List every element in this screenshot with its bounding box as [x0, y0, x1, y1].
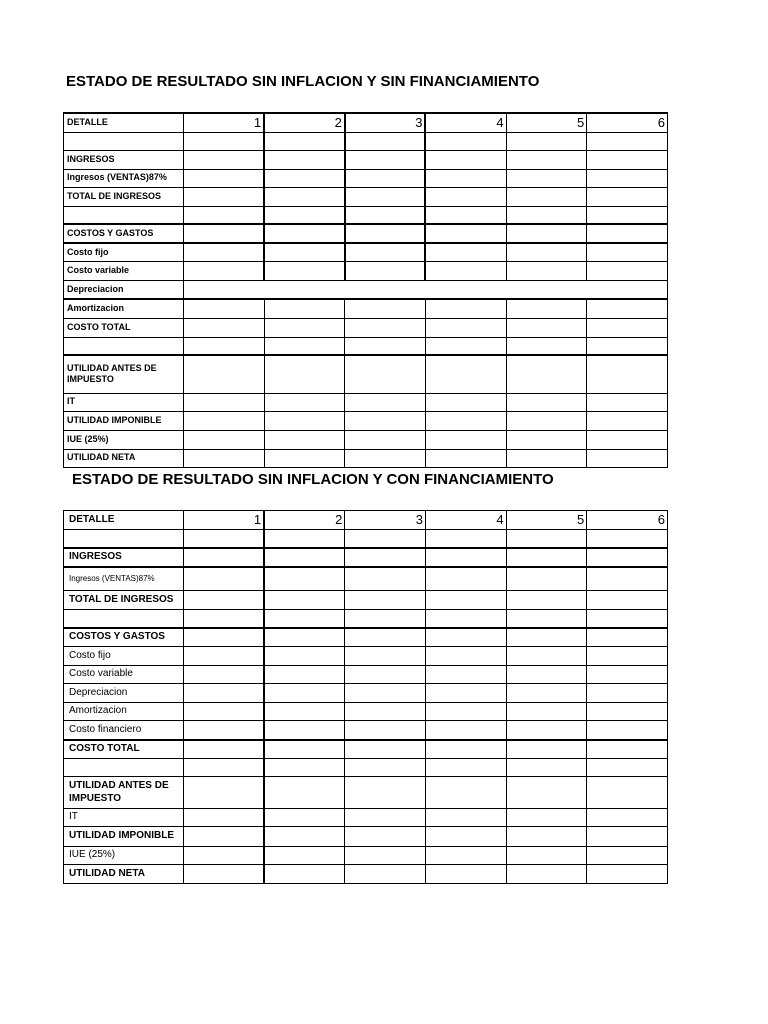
cell: [264, 827, 345, 847]
cell: [345, 827, 426, 847]
cell: [264, 809, 345, 827]
cell: [184, 567, 265, 591]
cell: [425, 567, 506, 591]
table-row: [64, 393, 668, 411]
cell: [184, 318, 265, 337]
cell: [587, 337, 668, 355]
period-header-6: 6: [587, 113, 668, 132]
table-row: [64, 865, 668, 884]
cell: [264, 299, 345, 318]
cell: [264, 132, 345, 150]
table-row: [64, 280, 668, 299]
period-header-4: 4: [425, 511, 506, 530]
row-label: UTILIDAD NETA: [64, 865, 184, 884]
cell: [425, 647, 506, 666]
cell: [345, 430, 426, 449]
cell: [506, 261, 587, 280]
table-row: [64, 355, 668, 393]
row-label: COSTOS Y GASTOS: [64, 224, 184, 243]
period-header-3: 3: [345, 113, 426, 132]
table-row: [64, 809, 668, 827]
cell: [587, 809, 668, 827]
cell: [425, 548, 506, 567]
cell: [184, 393, 265, 411]
cell: [184, 337, 265, 355]
row-label: UTILIDAD IMPONIBLE: [64, 411, 184, 430]
table-row: [64, 591, 668, 610]
cell: [425, 318, 506, 337]
cell: [425, 847, 506, 865]
table-row: [64, 411, 668, 430]
cell: [587, 355, 668, 393]
table-row: [64, 684, 668, 703]
header-row: [64, 113, 668, 132]
cell: [345, 865, 426, 884]
cell: [587, 187, 668, 206]
cell: [345, 647, 426, 666]
cell: [264, 206, 345, 224]
row-label: COSTO TOTAL: [64, 318, 184, 337]
period-header-1: 1: [184, 113, 265, 132]
cell: [345, 684, 426, 703]
cell: [184, 243, 265, 261]
cell: [184, 666, 265, 684]
cell: [506, 740, 587, 759]
cell: [184, 430, 265, 449]
cell: [345, 449, 426, 467]
cell: [345, 847, 426, 865]
cell: [506, 355, 587, 393]
cell: [425, 187, 506, 206]
cell: [345, 261, 426, 280]
table-row: [64, 449, 668, 467]
cell: [506, 206, 587, 224]
cell: [425, 132, 506, 150]
income-statement-table-2: [63, 510, 668, 884]
row-label: Costo financiero: [64, 721, 184, 740]
cell: [264, 591, 345, 610]
cell: [506, 530, 587, 548]
cell: [587, 740, 668, 759]
cell: [184, 187, 265, 206]
cell: [506, 809, 587, 827]
row-label: [64, 132, 184, 150]
cell: [345, 393, 426, 411]
cell: [425, 684, 506, 703]
cell: [425, 355, 506, 393]
cell: [425, 261, 506, 280]
period-header-6: 6: [587, 511, 668, 530]
cell: [587, 449, 668, 467]
cell: [264, 169, 345, 187]
cell: [506, 759, 587, 777]
cell: [425, 224, 506, 243]
row-label: Depreciacion: [64, 684, 184, 703]
cell: [506, 827, 587, 847]
cell: [345, 299, 426, 318]
cell: [425, 430, 506, 449]
cell: [345, 337, 426, 355]
cell: [264, 337, 345, 355]
row-label: COSTO TOTAL: [64, 740, 184, 759]
cell: [345, 721, 426, 740]
cell: [264, 740, 345, 759]
cell: [184, 809, 265, 827]
cell: [425, 393, 506, 411]
table-row: [64, 548, 668, 567]
cell: [587, 430, 668, 449]
cell: [587, 243, 668, 261]
cell: [506, 865, 587, 884]
cell: [506, 318, 587, 337]
cell: [587, 530, 668, 548]
cell: [587, 847, 668, 865]
period-header-2: 2: [264, 511, 345, 530]
cell: [264, 610, 345, 628]
table-row: [64, 187, 668, 206]
detalle-header: DETALLE: [64, 511, 184, 530]
cell: [184, 777, 265, 809]
cell: [345, 567, 426, 591]
cell: [506, 187, 587, 206]
row-label: UTILIDAD ANTES DE IMPUESTO: [64, 355, 184, 393]
cell: [425, 243, 506, 261]
cell: [425, 666, 506, 684]
cell: [506, 337, 587, 355]
cell: [264, 721, 345, 740]
row-label: INGRESOS: [64, 548, 184, 567]
cell: [184, 610, 265, 628]
cell: [264, 261, 345, 280]
cell: [264, 411, 345, 430]
table-row: [64, 777, 668, 809]
period-header-1: 1: [184, 511, 265, 530]
detalle-header: DETALLE: [64, 113, 184, 132]
cell: [587, 393, 668, 411]
cell: [264, 393, 345, 411]
cell: [506, 684, 587, 703]
table-row: [64, 206, 668, 224]
cell: [345, 132, 426, 150]
cell: [184, 169, 265, 187]
cell: [587, 169, 668, 187]
cell: [506, 591, 587, 610]
cell: [506, 703, 587, 721]
cell: [506, 132, 587, 150]
table2-title: ESTADO DE RESULTADO SIN INFLACION Y CON FINANCIAMIENTO: [72, 471, 554, 488]
cell: [425, 337, 506, 355]
cell: [587, 299, 668, 318]
cell: [264, 548, 345, 567]
table-row: [64, 132, 668, 150]
cell: [587, 318, 668, 337]
cell: [587, 206, 668, 224]
cell: [506, 610, 587, 628]
cell: [345, 206, 426, 224]
cell: [184, 411, 265, 430]
table-row: [64, 610, 668, 628]
row-label: UTILIDAD IMPONIBLE: [64, 827, 184, 847]
cell: [184, 591, 265, 610]
cell: [345, 548, 426, 567]
row-label: Costo fijo: [64, 647, 184, 666]
cell: [345, 591, 426, 610]
cell: [264, 150, 345, 169]
table-row: [64, 243, 668, 261]
cell: [264, 187, 345, 206]
cell: [184, 548, 265, 567]
row-label: [64, 610, 184, 628]
header-row: [64, 511, 668, 530]
table-row: [64, 628, 668, 647]
cell: [587, 567, 668, 591]
table-row: [64, 703, 668, 721]
table-row: [64, 169, 668, 187]
cell: [264, 243, 345, 261]
cell: [506, 847, 587, 865]
cell: [345, 169, 426, 187]
cell: [345, 740, 426, 759]
cell: [425, 591, 506, 610]
cell: [587, 411, 668, 430]
cell: [587, 647, 668, 666]
cell: [425, 628, 506, 647]
cell: [345, 703, 426, 721]
cell: [345, 355, 426, 393]
cell: [506, 567, 587, 591]
cell: [506, 647, 587, 666]
row-label: Amortizacion: [64, 703, 184, 721]
cell: [587, 150, 668, 169]
table-row: [64, 759, 668, 777]
row-label: Ingresos (VENTAS)87%: [64, 169, 184, 187]
row-label: [64, 759, 184, 777]
cell: [264, 224, 345, 243]
cell: [264, 666, 345, 684]
row-label: TOTAL DE INGRESOS: [64, 187, 184, 206]
table-row: [64, 647, 668, 666]
cell: [264, 628, 345, 647]
cell: [587, 777, 668, 809]
row-label: TOTAL DE INGRESOS: [64, 591, 184, 610]
table-row: [64, 150, 668, 169]
row-label: UTILIDAD NETA: [64, 449, 184, 467]
table-row: [64, 847, 668, 865]
cell: [425, 777, 506, 809]
cell: [587, 628, 668, 647]
row-label: Costo variable: [64, 261, 184, 280]
cell: [184, 703, 265, 721]
cell: [345, 411, 426, 430]
row-label: UTILIDAD ANTES DE IMPUESTO: [64, 777, 184, 809]
cell: [425, 449, 506, 467]
cell: [506, 666, 587, 684]
cell: [425, 827, 506, 847]
period-header-5: 5: [506, 511, 587, 530]
cell: [264, 449, 345, 467]
cell: [184, 740, 265, 759]
cell: [425, 703, 506, 721]
cell: [264, 567, 345, 591]
table1-title: ESTADO DE RESULTADO SIN INFLACION Y SIN FINANCIAMIENTO: [66, 73, 540, 90]
table-row: [64, 337, 668, 355]
table-row: [64, 318, 668, 337]
cell: [425, 865, 506, 884]
cell: [506, 628, 587, 647]
cell: [264, 847, 345, 865]
cell: [264, 530, 345, 548]
cell: [506, 243, 587, 261]
cell: [345, 530, 426, 548]
merged-cell: [184, 280, 668, 299]
income-statement-table-1: [63, 112, 668, 468]
cell: [506, 150, 587, 169]
cell: [587, 703, 668, 721]
row-label: [64, 337, 184, 355]
row-label: Costo variable: [64, 666, 184, 684]
period-header-2: 2: [264, 113, 345, 132]
cell: [425, 809, 506, 827]
table-row: [64, 721, 668, 740]
row-label: IT: [64, 809, 184, 827]
cell: [587, 666, 668, 684]
row-label: COSTOS Y GASTOS: [64, 628, 184, 647]
cell: [506, 169, 587, 187]
row-label: INGRESOS: [64, 150, 184, 169]
table-row: [64, 666, 668, 684]
cell: [264, 355, 345, 393]
cell: [506, 777, 587, 809]
row-label: [64, 530, 184, 548]
cell: [264, 318, 345, 337]
period-header-4: 4: [425, 113, 506, 132]
cell: [184, 449, 265, 467]
cell: [184, 261, 265, 280]
cell: [184, 865, 265, 884]
cell: [345, 759, 426, 777]
cell: [587, 224, 668, 243]
cell: [506, 449, 587, 467]
cell: [587, 865, 668, 884]
period-header-3: 3: [345, 511, 426, 530]
row-label: Depreciacion: [64, 280, 184, 299]
cell: [184, 684, 265, 703]
cell: [184, 827, 265, 847]
cell: [425, 740, 506, 759]
cell: [345, 809, 426, 827]
table-row: [64, 299, 668, 318]
cell: [587, 591, 668, 610]
cell: [184, 759, 265, 777]
row-label: Amortizacion: [64, 299, 184, 318]
table-row: [64, 827, 668, 847]
cell: [587, 132, 668, 150]
cell: [425, 169, 506, 187]
cell: [184, 224, 265, 243]
cell: [506, 411, 587, 430]
cell: [345, 318, 426, 337]
period-header-5: 5: [506, 113, 587, 132]
cell: [345, 187, 426, 206]
cell: [425, 299, 506, 318]
cell: [587, 610, 668, 628]
cell: [587, 721, 668, 740]
cell: [506, 299, 587, 318]
cell: [425, 530, 506, 548]
cell: [345, 666, 426, 684]
cell: [184, 847, 265, 865]
cell: [345, 777, 426, 809]
cell: [506, 548, 587, 567]
table-row: [64, 567, 668, 591]
table-row: [64, 530, 668, 548]
cell: [264, 865, 345, 884]
cell: [184, 647, 265, 666]
cell: [425, 411, 506, 430]
cell: [184, 206, 265, 224]
cell: [345, 224, 426, 243]
table-row: [64, 224, 668, 243]
row-label: IUE (25%): [64, 430, 184, 449]
row-label: IUE (25%): [64, 847, 184, 865]
cell: [184, 355, 265, 393]
cell: [264, 684, 345, 703]
cell: [587, 827, 668, 847]
table-row: [64, 261, 668, 280]
cell: [184, 530, 265, 548]
cell: [345, 610, 426, 628]
cell: [506, 224, 587, 243]
row-label: Costo fijo: [64, 243, 184, 261]
cell: [425, 721, 506, 740]
cell: [425, 610, 506, 628]
cell: [506, 393, 587, 411]
cell: [587, 684, 668, 703]
cell: [506, 430, 587, 449]
row-label: IT: [64, 393, 184, 411]
cell: [587, 759, 668, 777]
cell: [425, 150, 506, 169]
cell: [184, 132, 265, 150]
row-label: Ingresos (VENTAS)87%: [64, 567, 184, 591]
cell: [345, 243, 426, 261]
cell: [506, 721, 587, 740]
cell: [587, 261, 668, 280]
cell: [264, 759, 345, 777]
cell: [345, 628, 426, 647]
cell: [184, 299, 265, 318]
cell: [184, 721, 265, 740]
cell: [264, 703, 345, 721]
cell: [184, 628, 265, 647]
table-row: [64, 430, 668, 449]
cell: [425, 759, 506, 777]
cell: [184, 150, 265, 169]
cell: [264, 647, 345, 666]
cell: [345, 150, 426, 169]
cell: [264, 430, 345, 449]
cell: [425, 206, 506, 224]
cell: [587, 548, 668, 567]
cell: [264, 777, 345, 809]
table-row: [64, 740, 668, 759]
row-label: [64, 206, 184, 224]
